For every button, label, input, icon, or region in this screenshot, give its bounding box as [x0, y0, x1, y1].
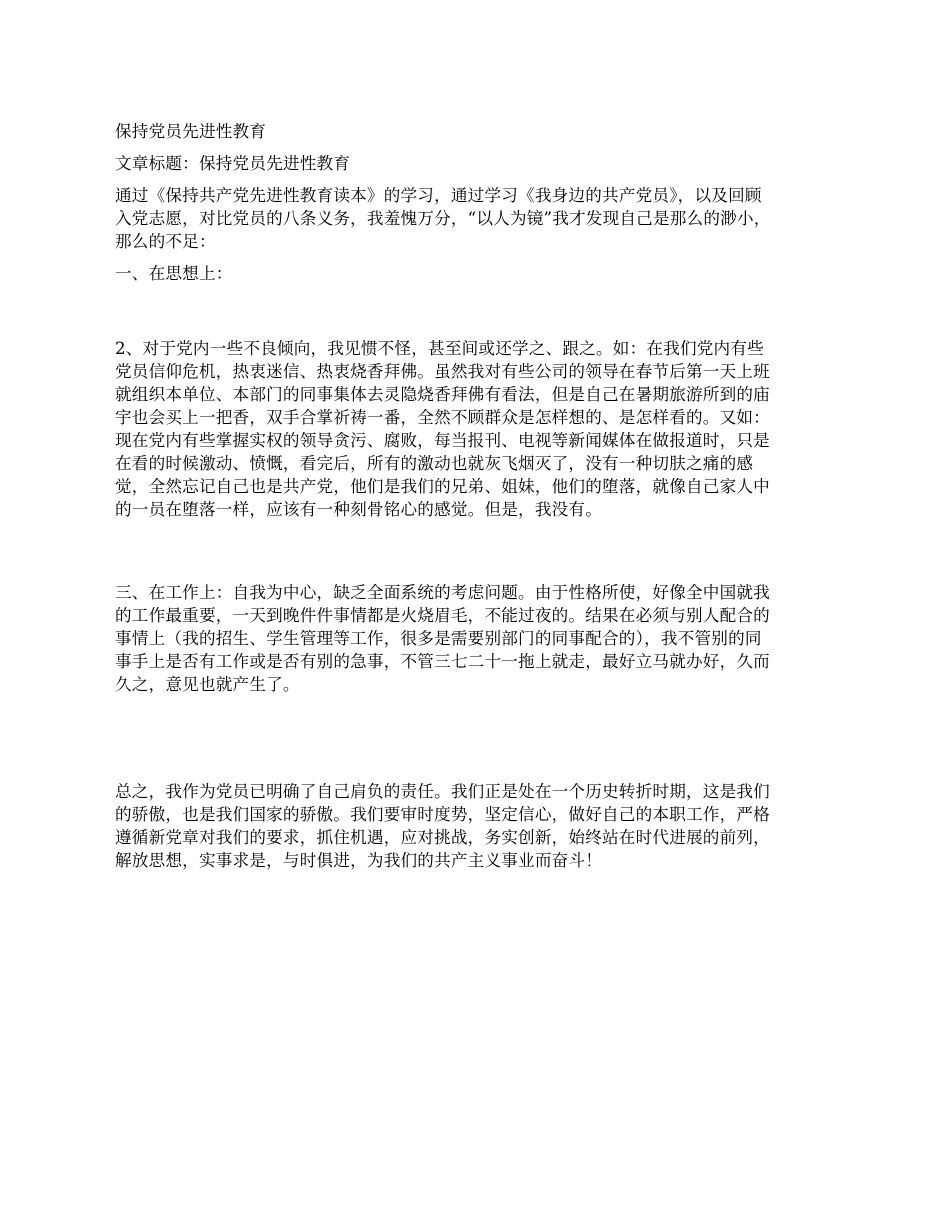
section-three-paragraph — [115, 581, 840, 696]
paragraph-line: 2、对于党内一些不良倾向，我见惯不怪，甚至间或还学之、跟之。如：在我们党内有些 — [115, 339, 764, 358]
document-body — [115, 120, 840, 881]
paragraph-line: 入党志愿，对比党员的八条义务，我羞愧万分，“以人为镜”我才发现自己是那么的渺小， — [115, 209, 771, 228]
blank-space — [115, 285, 840, 337]
paragraph-line: 遵循新党章对我们的要求，抓住机遇，应对挑战，务实创新，始终站在时代进展的前列， — [115, 828, 770, 847]
paragraph-line: 在看的时候激动、愤慨，看完后，所有的激动也就灰飞烟灭了，没有一种切肤之痛的感 — [115, 454, 754, 473]
paragraph-line: 通过《保持共产党先进性教育读本》的学习，通过学习《我身边的共产党员》，以及回顾 — [115, 186, 762, 205]
blank-space — [115, 530, 840, 581]
section-one-heading: 一、在思想上： — [115, 264, 233, 283]
blank-space — [115, 705, 840, 780]
paragraph-line: 那么的不足： — [115, 232, 216, 251]
section-two-paragraph — [115, 337, 840, 521]
paragraph-line: 的骄傲，也是我们国家的骄傲。我们要审时度势，坚定信心，做好自己的本职工作，严格 — [115, 805, 770, 824]
paragraph-line: 三、在工作上：自我为中心，缺乏全面系统的考虑问题。由于性格所使，好像全中国就我 — [115, 583, 770, 602]
paragraph-line: 解放思想，实事求是，与时俱进，为我们的共产主义事业而奋斗！ — [115, 851, 603, 870]
paragraph-line: 总之，我作为党员已明确了自己肩负的责任。我们正是处在一个历史转折时期，这是我们 — [115, 782, 770, 801]
paragraph-line: 事手上是否有工作或是否有别的急事，不管三七二十一拖上就走，最好立马就办好，久而 — [115, 652, 770, 671]
paragraph-line: 的工作最重要，一天到晚件件事情都是火烧眉毛，不能过夜的。结果在必须与别人配合的 — [115, 606, 770, 625]
paragraph-line: 宇也会买上一把香，双手合掌祈祷一番，全然不顾群众是怎样想的、是怎样看的。又如： — [115, 408, 770, 427]
document-title: 保持党员先进性教育 — [115, 122, 267, 141]
paragraph-line: 久之，意见也就产生了。 — [115, 675, 300, 694]
paragraph-line: 的一员在堕落一样，应该有一种刻骨铭心的感觉。但是，我没有。 — [115, 500, 603, 519]
article-title-line: 文章标题：保持党员先进性教育 — [115, 154, 351, 173]
paragraph-line: 党员信仰危机，热衷迷信、热衷烧香拜佛。虽然我对有些公司的领导在春节后第一天上班 — [115, 362, 770, 381]
conclusion-paragraph — [115, 780, 840, 872]
paragraph-line: 事情上（我的招生、学生管理等工作，很多是需要别部门的同事配合的），我不管别的同 — [115, 629, 762, 648]
intro-paragraph — [115, 184, 840, 253]
paragraph-line: 觉，全然忘记自己也是共产党，他们是我们的兄弟、姐妹，他们的堕落，就像自己家人中 — [115, 477, 770, 496]
paragraph-line: 就组织本单位、本部门的同事集体去灵隐烧香拜佛有看法，但是自己在暑期旅游所到的庙 — [115, 385, 770, 404]
paragraph-line: 现在党内有些掌握实权的领导贪污、腐败，每当报刊、电视等新闻媒体在做报道时，只是 — [115, 431, 770, 450]
